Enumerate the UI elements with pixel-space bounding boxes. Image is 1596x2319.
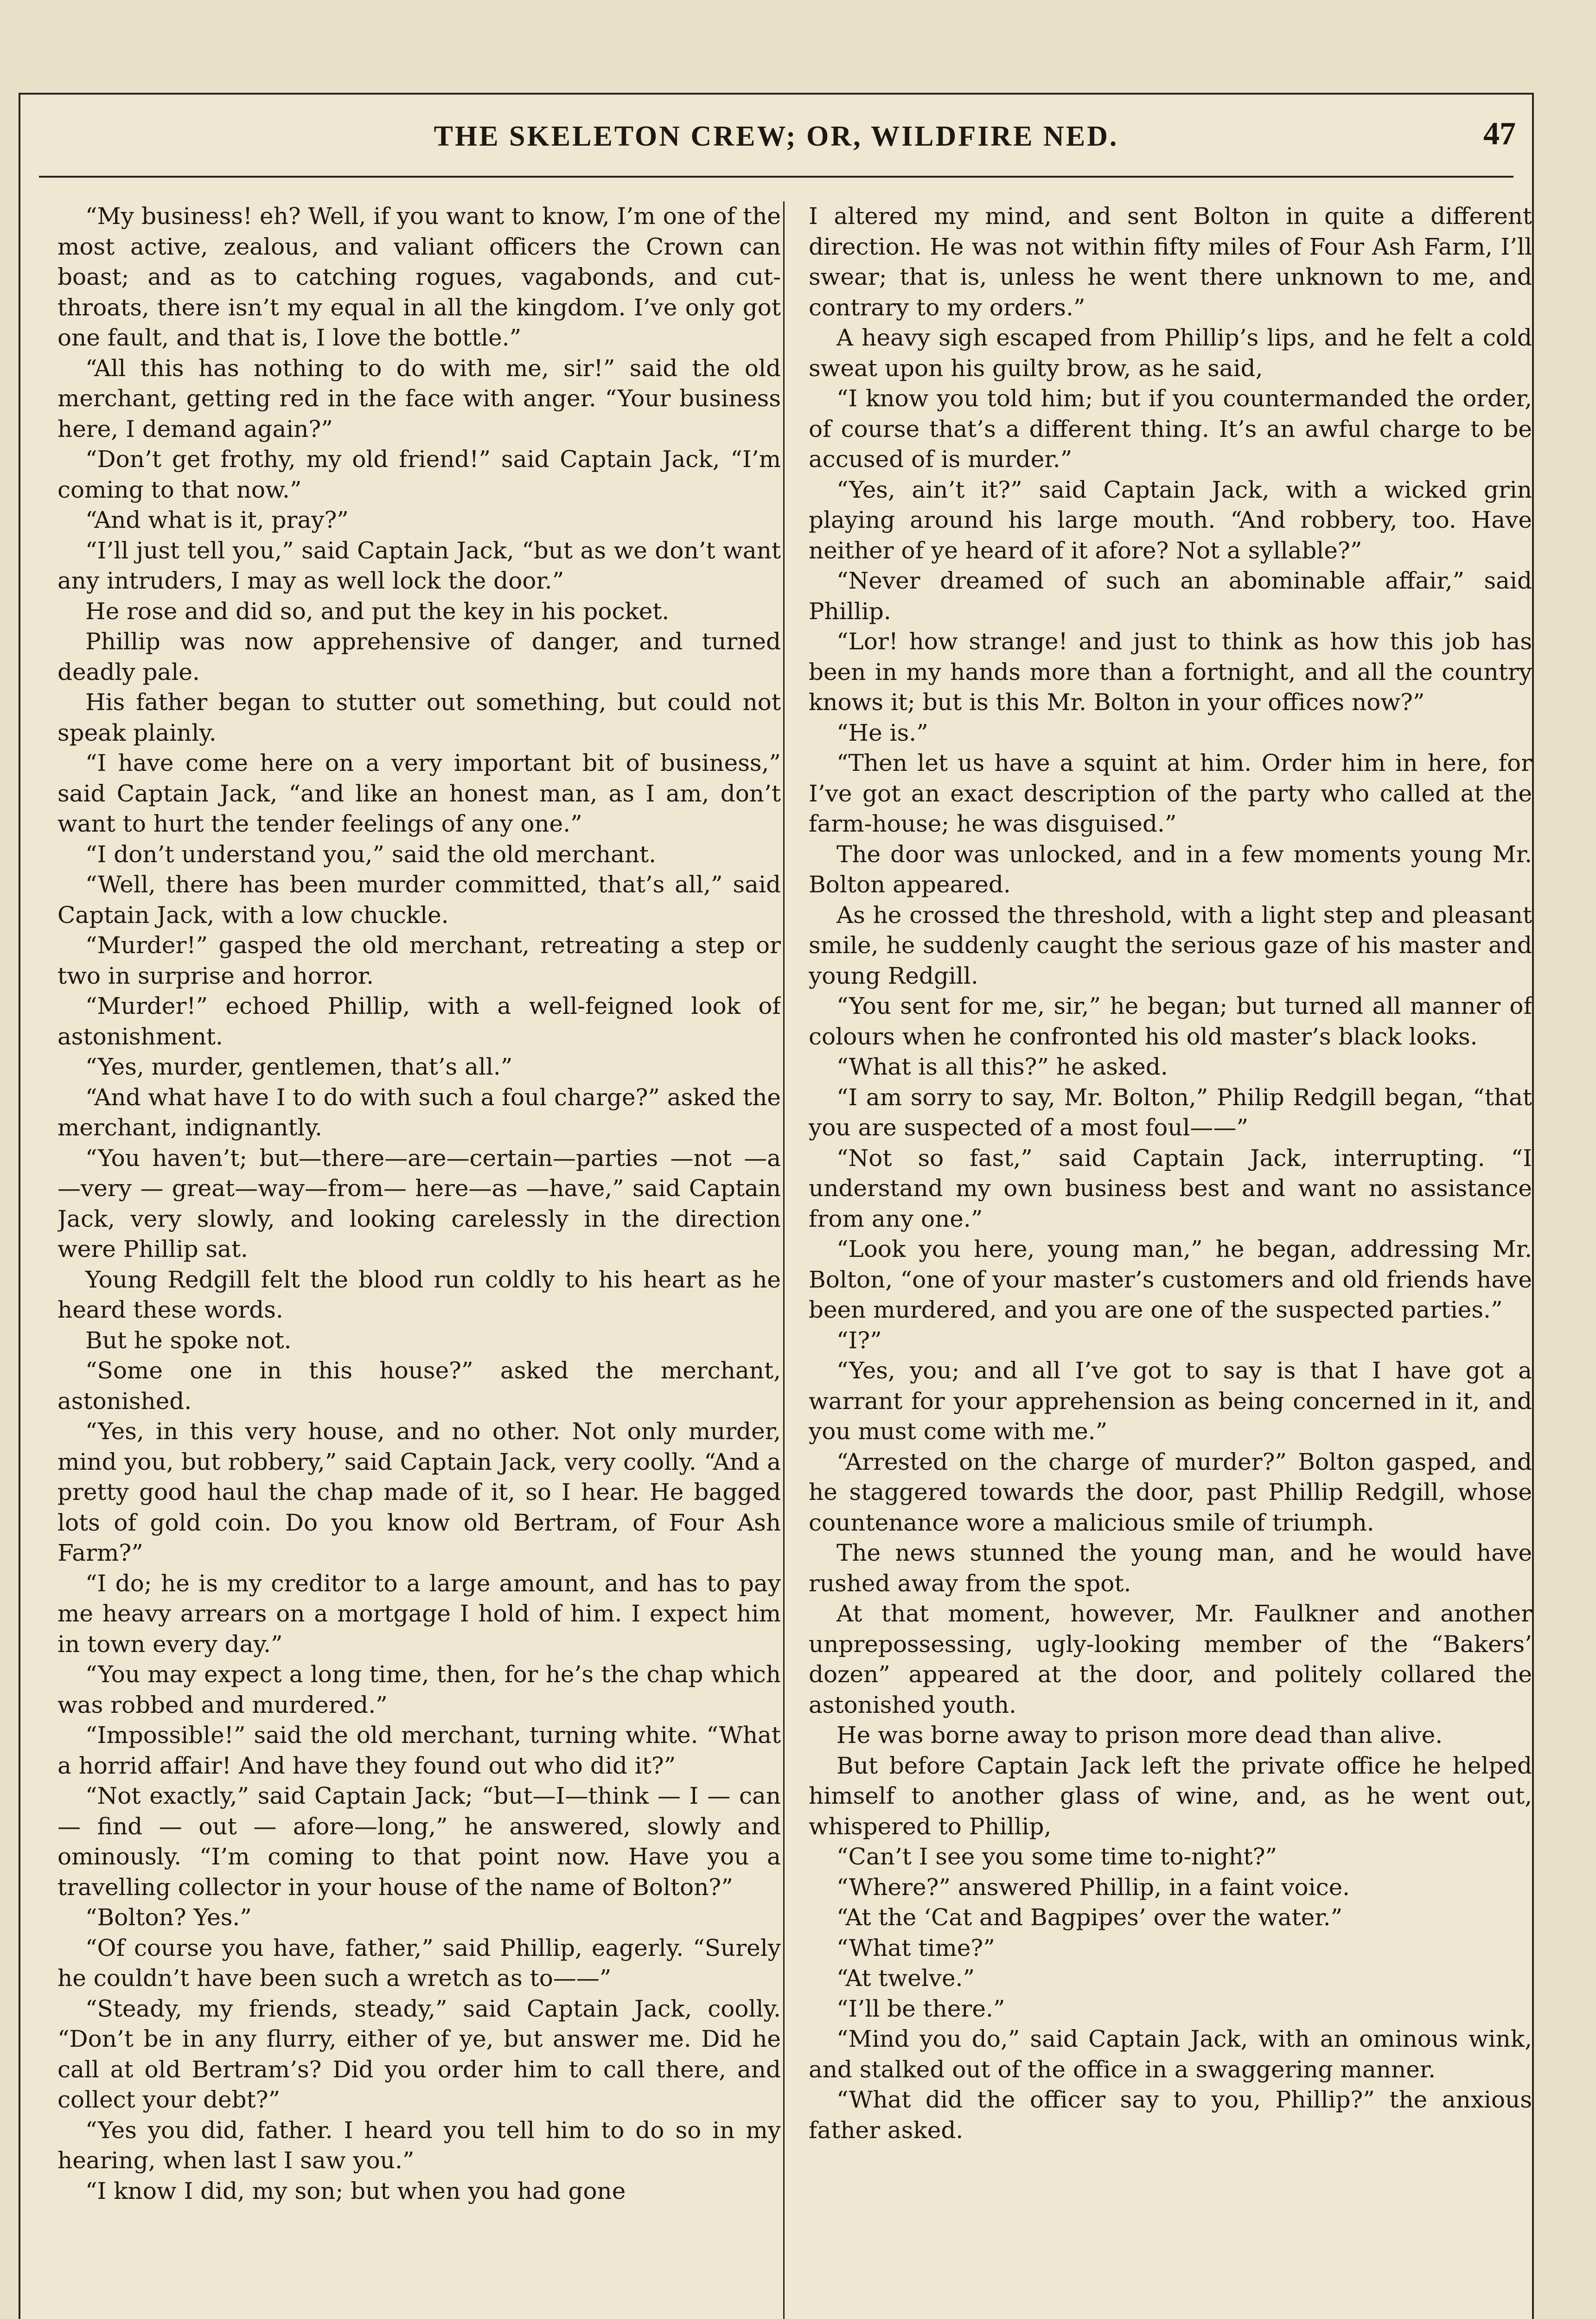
paragraph: “Never dreamed of such an abominable affair,” said Phillip. [809, 567, 1532, 625]
paragraph: “All this has nothing to do with me, sir!” said the old merchant, getting red in the face with anger. “Your business here, I demand again?” [57, 354, 781, 442]
left-column [57, 201, 781, 2319]
paragraph: “I am sorry to say, Mr. Bolton,” Philip Redgill began, “that you are suspected of a most foul——” [809, 1083, 1532, 1141]
paragraph: “Arrested on the charge of murder?” Bolton gasped, and he staggered towards the door, past Phillip Redgill, whose countenance wore a malicious smile of triumph. [809, 1448, 1532, 1536]
header-rule [39, 176, 1513, 178]
paragraph: “Yes you did, father. I heard you tell him to do so in my hearing, when last I saw you.” [57, 2116, 781, 2174]
paragraph: “Of course you have, father,” said Phillip, eagerly. “Surely he couldn’t have been such a wretch as to——” [57, 1934, 781, 1992]
paragraph: “Then let us have a squint at him. Order him in here, for I’ve got an exact description of the party who called at the farm-house; he was disguised.” [809, 750, 1532, 837]
paragraph: A heavy sigh escaped from Phillip’s lips, and he felt a cold sweat upon his guilty brow, as he said, [809, 324, 1532, 382]
paragraph: “Yes, ain’t it?” said Captain Jack, with a wicked grin playing around his large mouth. “And robbery, too. Have neither of ye heard of it afore? Not a syllable?” [809, 476, 1532, 564]
paragraph: “Look you here, young man,” he began, addressing Mr. Bolton, “one of your master’s customers and old friends have been murdered, and you are one of the suspected parties.” [809, 1236, 1532, 1323]
running-title: THE SKELETON CREW; OR, WILDFIRE NED. [434, 121, 1119, 152]
paragraph: “You sent for me, sir,” he began; but turned all manner of colours when he confronted his old master’s black looks. [809, 993, 1532, 1050]
book-page [19, 93, 1534, 2319]
right-column [809, 201, 1532, 2319]
paragraph: “Well, there has been murder committed, that’s all,” said Captain Jack, with a low chuckle. [57, 871, 781, 929]
paragraph: “Yes, murder, gentlemen, that’s all.” [85, 1053, 513, 1080]
paragraph: “I?” [836, 1326, 882, 1354]
paragraph: But before Captain Jack left the private office he helped himself to another glass of wine, and, as he went out, whispered to Phillip, [809, 1752, 1532, 1840]
paragraph: “I’ll just tell you,” said Captain Jack, “but as we don’t want any intruders, I may as well lock the door.” [57, 537, 781, 594]
paragraph: He was borne away to prison more dead than alive. [836, 1722, 1443, 1749]
paragraph: I altered my mind, and sent Bolton in quite a different direction. He was not within fifty miles of Four Ash Farm, I’ll swear; that is, unless he went there unknown to me, and contrary to my orders.” [809, 203, 1532, 321]
paragraph: “At twelve.” [836, 1965, 975, 1992]
paragraph: “Some one in this house?” asked the merchant, astonished. [57, 1357, 781, 1415]
paragraph: “What time?” [836, 1934, 995, 1961]
paragraph: “Not exactly,” said Captain Jack; “but—I—think — I — can — find — out — afore—long,” he answered, slowly and ominously. “I’m coming to that point now. Have you a travelling collector in your house of the name of Bolton?” [57, 1782, 781, 1901]
paragraph: “I don’t understand you,” said the old merchant. [85, 840, 657, 868]
paragraph: The news stunned the young man, and he would have rushed away from the spot. [809, 1539, 1532, 1597]
paragraph: “I’ll be there.” [836, 1995, 1005, 2022]
page-number: 47 [1483, 116, 1516, 152]
paragraph: “My business! eh? Well, if you want to know, I’m one of the most active, zealous, and valiant officers the Crown can boast; and as to catching rogues, vagabonds, and cut-throats, there isn’t my equal in all the kingdom. I’ve only got one fault, and that is, I love the bottle.” [57, 203, 781, 351]
paragraph: At that moment, however, Mr. Faulkner and another unprepossessing, ugly-looking member of the “Bakers’ dozen” appeared at the door, and politely collared the astonished youth. [809, 1600, 1532, 1718]
paragraph: “I know I did, my son; but when you had gone [85, 2177, 626, 2204]
paragraph: “Lor! how strange! and just to think as how this job has been in my hands more than a fortnight, and all the country knows it; but is this Mr. Bolton in your offices now?” [809, 628, 1532, 716]
paragraph: “Yes, you; and all I’ve got to say is that I have got a warrant for your apprehension as being concerned in it, and you must come with me.” [809, 1357, 1532, 1445]
column-divider [783, 201, 785, 2319]
paragraph: “Murder!” gasped the old merchant, retreating a step or two in surprise and horror. [57, 932, 781, 989]
paragraph: “I know you told him; but if you countermanded the order, of course that’s a different thing. It’s an awful charge to be accused of is murder.” [809, 385, 1532, 473]
paragraph: As he crossed the threshold, with a light step and pleasant smile, he suddenly caught the serious gaze of his master and young Redgill. [809, 901, 1532, 989]
paragraph: “What is all this?” he asked. [836, 1053, 1168, 1080]
paragraph: “And what have I to do with such a foul charge?” asked the merchant, indignantly. [57, 1083, 781, 1141]
paragraph: “At the ‘Cat and Bagpipes’ over the water.” [836, 1904, 1343, 1931]
paragraph: “Impossible!” said the old merchant, turning white. “What a horrid affair! And have they found out who did it?” [57, 1722, 781, 1779]
paragraph: “I have come here on a very important bit of business,” said Captain Jack, “and like an honest man, as I am, don’t want to hurt the tender feelings of any one.” [57, 750, 781, 837]
paragraph: “Mind you do,” said Captain Jack, with an ominous wink, and stalked out of the office in a swaggering manner. [809, 2025, 1532, 2083]
paragraph: Phillip was now apprehensive of danger, and turned deadly pale. [57, 628, 781, 685]
paragraph: “Not so fast,” said Captain Jack, interrupting. “I understand my own business best and want no assistance from any one.” [809, 1144, 1532, 1232]
paragraph: Young Redgill felt the blood run coldly to his heart as he heard these words. [57, 1266, 781, 1323]
paragraph: “Murder!” echoed Phillip, with a well-feigned look of astonishment. [57, 993, 781, 1050]
paragraph: “He is.” [836, 719, 928, 746]
paragraph: “Bolton? Yes.” [85, 1904, 252, 1931]
paragraph: “What did the officer say to you, Phillip?” the anxious father asked. [809, 2086, 1532, 2144]
paragraph: The door was unlocked, and in a few moments young Mr. Bolton appeared. [809, 840, 1532, 898]
paragraph: “You haven’t; but—there—are—certain—parties —not —a —very — great—way—from— here—as —have,” said Captain Jack, very slowly, and looking carelessly in the direction were Phillip sat. [57, 1144, 781, 1262]
paragraph: “Yes, in this very house, and no other. Not only murder, mind you, but robbery,” said Captain Jack, very coolly. “And a pretty good haul the chap made of it, so I hear. He bagged lots of gold coin. Do you know old Bertram, of Four Ash Farm?” [57, 1418, 781, 1566]
paragraph: “And what is it, pray?” [85, 506, 349, 533]
paragraph: “Where?” answered Phillip, in a faint voice. [836, 1873, 1350, 1901]
paragraph: But he spoke not. [85, 1326, 292, 1354]
paragraph: “You may expect a long time, then, for he’s the chap which was robbed and murdered.” [57, 1661, 781, 1718]
paragraph: His father began to stutter out something, but could not speak plainly. [57, 689, 781, 746]
paragraph: “I do; he is my creditor to a large amount, and has to pay me heavy arrears on a mortgage I hold of him. I expect him in town every day.” [57, 1569, 781, 1658]
paragraph: “Steady, my friends, steady,” said Captain Jack, coolly. “Don’t be in any flurry, either of ye, but answer me. Did he call at old Bertram’s? Did you order him to call there, and collect your debt?” [57, 1995, 781, 2113]
paragraph: “Can’t I see you some time to-night?” [836, 1843, 1277, 1870]
paragraph: “Don’t get frothy, my old friend!” said Captain Jack, “I’m coming to that now.” [57, 446, 781, 503]
paragraph: He rose and did so, and put the key in his pocket. [85, 597, 670, 625]
